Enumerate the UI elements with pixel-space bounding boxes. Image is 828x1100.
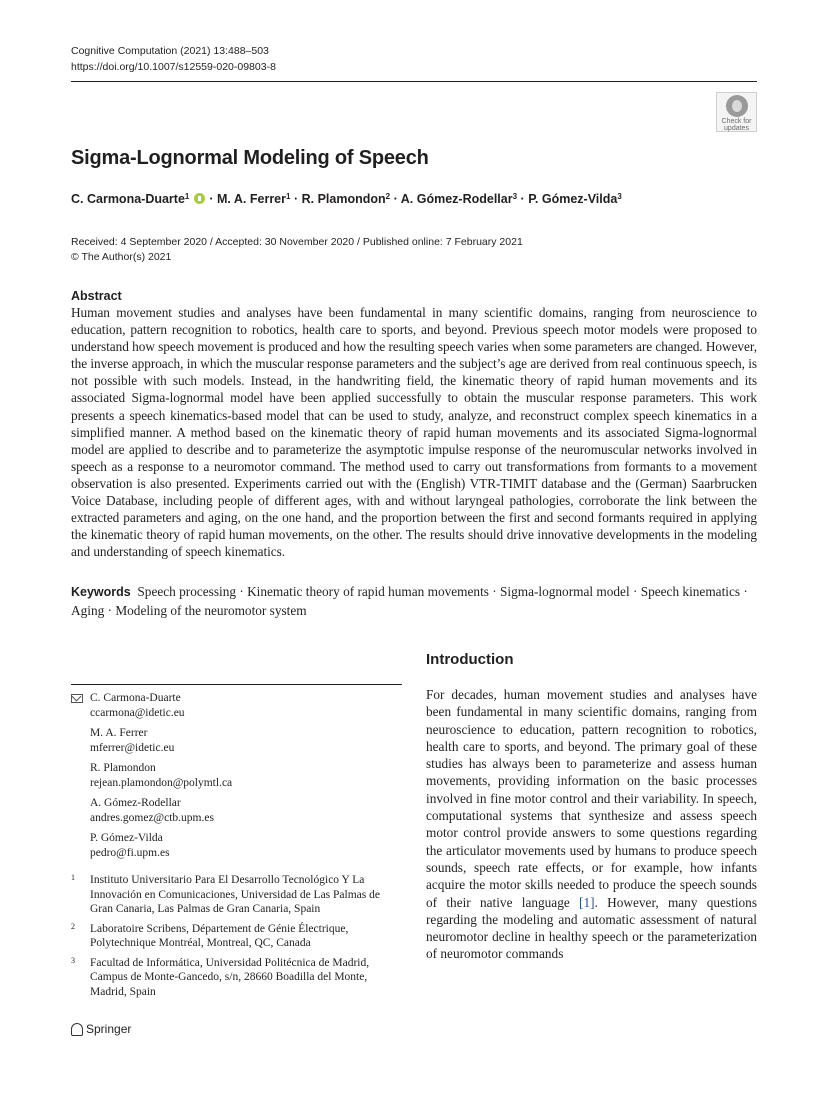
volume-pages: (2021) 13:488–503 <box>180 45 269 57</box>
check-for-updates-badge[interactable] <box>716 92 757 132</box>
publication-history <box>71 235 523 265</box>
affiliation-entry <box>71 956 402 1000</box>
affiliation-text: Facultad de Informática, Universidad Politécnica de Madrid, Campus de Monte-Gancedo, s/n, 28660 Boadilla del Monte, Madrid, Spain <box>90 956 370 998</box>
citation-link[interactable]: [1] <box>579 894 595 910</box>
publisher-logo <box>71 1022 131 1036</box>
intro-text-part1: For decades, human movement studies and analyses have been fundamental in many scientific domains, ranging from neuroscience to education, pattern recognition to robotics, health care to sports, and beyond. The primary goal of these studies has always been to parameterize and assess human movements, providing information on the basic processes involved in fine motor control and their variability. In speech, computational systems that synthesize and assess speech motor control provide answers to some questions regarding the articulator movements used by humans to produce speech sounds, speech rate effects, or for example, how infants acquire the motor skills needed to produce the speech sounds of their native language <box>426 687 757 910</box>
author-separator: · <box>293 192 299 206</box>
contact-name: R. Plamondon <box>90 762 156 774</box>
contact-name: C. Carmona-Duarte <box>90 692 181 704</box>
author-contacts <box>71 691 402 866</box>
contact-email[interactable]: rejean.plamondon@polymtl.ca <box>90 776 233 789</box>
author-affiliation: 1 <box>184 192 190 201</box>
author-list <box>71 192 622 206</box>
author-name[interactable]: A. Gómez-Rodellar <box>400 192 513 206</box>
contact-entry <box>90 796 402 825</box>
check-for-updates-label: Check for updates <box>721 118 752 132</box>
contact-entry <box>90 831 402 860</box>
paper-title: Sigma-Lognormal Modeling of Speech <box>71 147 429 169</box>
introduction-heading: Introduction <box>426 651 514 668</box>
author-name[interactable]: C. Carmona-Duarte <box>71 192 185 206</box>
author-name[interactable]: R. Plamondon <box>301 192 386 206</box>
contact-email[interactable]: ccarmona@idetic.eu <box>90 706 185 719</box>
footnote-divider <box>71 684 402 685</box>
running-header <box>71 43 276 75</box>
author-affiliation: 3 <box>617 192 622 201</box>
affiliations <box>71 873 402 1004</box>
springer-horse-icon <box>71 1023 83 1036</box>
affiliation-text: Instituto Universitario Para El Desarrollo Tecnológico Y La Innovación en Comunicaciones, Universidad de Las Palmas de Gran Canaria, Las Palmas de Gran Canaria, Spain <box>90 874 380 915</box>
author-affiliation: 3 <box>512 192 518 201</box>
author-separator: · <box>393 192 398 206</box>
contact-email[interactable]: pedro@fi.upm.es <box>90 846 170 859</box>
affiliation-text: Laboratoire Scribens, Département de Génie Électrique, Polytechnique Montréal, Montreal, QC, Canada <box>90 922 349 949</box>
contact-name: P. Gómez-Vilda <box>90 832 163 844</box>
envelope-icon <box>71 694 83 703</box>
keywords-list: Speech processing · Kinematic theory of rapid human movements · Sigma-lognormal model · Speech kinematics · Aging · Modeling of the neuromotor system <box>71 584 748 618</box>
author-affiliation: 1 <box>286 192 291 201</box>
contact-email[interactable]: mferrer@idetic.eu <box>90 741 175 754</box>
orcid-icon[interactable] <box>194 193 205 204</box>
affiliation-entry <box>71 873 402 917</box>
journal-citation <box>71 43 276 59</box>
contact-entry <box>90 761 402 790</box>
abstract-section <box>71 288 757 560</box>
publisher-name: Springer <box>86 1022 132 1036</box>
author-name[interactable]: P. Gómez-Vilda <box>528 192 618 206</box>
contact-entry <box>90 726 402 755</box>
intro-text-part2: . However, many questions regarding the modeling and automatic assessment of natural neuromotor decline in healthy speech or the parameterization of neuromotor commands <box>426 894 757 962</box>
abstract-text: Human movement studies and analyses have been fundamental in many scientific domains, ranging from neuroscience to education, pattern recognition to robotics, health care to sports, and beyond. Previous speech motor models were proposed to understand how speech movement is produced and how the resulting speech varies when some parameters are changed. However, the inverse approach, in which the muscular response parameters and the subject’s age are derived from real continuous speech, is not possible with such models. Instead, in the handwriting field, the kinematic theory of rapid human movements and its associated Sigma-lognormal model have been applied successfully to obtain the muscular response parameters. This work presents a speech kinematics-based model that can be used to study, analyze, and reconstruct complex speech kinematics in a simplified manner. A method based on the kinematic theory of rapid human movements and its associated Sigma-lognormal model are applied to describe and to parameterize the asymptotic impulse response of the neuromuscular networks involved in speech as a response to a neuromotor command. The method used to carry out transformations from formants to a movement observation is also presented. Experiments carried out with the (English) VTR-TIMIT database and the (German) Saarbrucken Voice Database, including people of different ages, with and without laryngeal pathologies, corroborate the link between the extracted parameters and aging, on the one hand, and the proportion between the first and second formants required in applying the kinematic theory of rapid human movements, on the other. The results should drive innovative developments in the modeling and understanding of speech kinematics. <box>71 305 757 560</box>
contact-email[interactable]: andres.gomez@ctb.upm.es <box>90 811 214 824</box>
header-divider <box>71 81 757 82</box>
abstract-heading: Abstract <box>71 289 122 303</box>
author-affiliation: 2 <box>385 192 391 201</box>
author-separator: · <box>209 192 214 206</box>
author-name[interactable]: M. A. Ferrer <box>217 192 287 206</box>
author-separator: · <box>520 192 525 206</box>
crossmark-icon <box>726 95 748 117</box>
journal-name: Cognitive Computation <box>71 45 178 57</box>
copyright-notice: © The Author(s) 2021 <box>71 251 172 263</box>
contact-entry <box>90 691 402 720</box>
affiliation-entry <box>71 922 402 951</box>
received-accepted-dates: Received: 4 September 2020 / Accepted: 30 November 2020 / Published online: 7 February 2021 <box>71 236 523 248</box>
affiliation-number: 2 <box>71 921 75 931</box>
affiliation-number: 1 <box>71 873 75 882</box>
introduction-text <box>426 686 757 963</box>
keywords-heading: Keywords <box>71 585 131 599</box>
affiliation-number: 3 <box>71 955 75 965</box>
keywords-section <box>71 583 757 619</box>
contact-name: A. Gómez-Rodellar <box>90 797 181 809</box>
doi-link[interactable]: https://doi.org/10.1007/s12559-020-09803-8 <box>71 61 276 73</box>
contact-name: M. A. Ferrer <box>90 727 148 739</box>
